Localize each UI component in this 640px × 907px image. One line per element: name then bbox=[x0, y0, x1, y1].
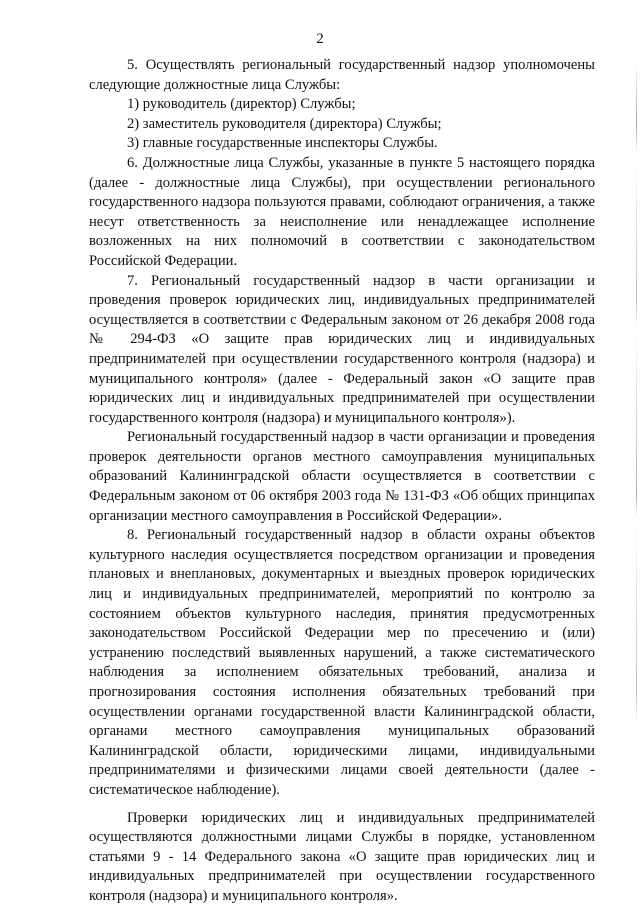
paragraph-inspections: Проверки юридических лиц и индивидуальных предпринимателей осуществляются должностными лицами Службы в порядке, установленном статьями 9 - 14 Федерального закона «О защите прав юридических лиц и индивидуальных предпринимателей при осуществлении государственного контроля (надзора) и муниципального контроля». bbox=[89, 809, 595, 904]
document-body bbox=[89, 56, 595, 907]
scan-edge-mark bbox=[636, 60, 637, 850]
page-number: 2 bbox=[316, 31, 324, 47]
paragraph-item-5: 5. Осуществлять региональный государственный надзор уполномочены следующие должностные лица Службы: bbox=[89, 57, 595, 93]
list-item-deputy: 2) заместитель руководителя (директора) Службы; bbox=[127, 115, 442, 132]
list-item-director: 1) руководитель (директор) Службы; bbox=[127, 96, 356, 113]
paragraph-item-7: 7. Региональный государственный надзор в части организации и проведения проверок юридических лиц, индивидуальных предпринимателей осуществляется в соответствии с Федеральным законом от 26 декабря 2008 года № 294-ФЗ «О защите прав юридических лиц и индивидуальных предпринимателей при осуществлении государственного контроля (надзора) и муниципального контроля» (далее - Федеральный закон «О защите прав юридических лиц и индивидуальных предпринимателей при осуществлении государственного контроля (надзора) и муниципального контроля»). bbox=[89, 272, 595, 426]
paragraph-item-8: 8. Региональный государственный надзор в области охраны объектов культурного наследия осуществляется посредством организации и проведения плановых и внеплановых, документарных и выездных проверок юридических лиц и индивидуальных предпринимателей, мероприятий по контролю за состоянием объектов культурного наследия, принятия предусмотренных законодательством Российской Федерации мер по пресечению и (или) устранению последствий выявленных нарушений, а также систематического наблюдения за исполнением обязательных требований, анализа и прогнозирования состояния исполнения обязательных требований при осуществлении органами государственной власти Калининградской области, органами местного самоуправления муниципальных образований Калининградской области, юридическими лицами, индивидуальными предпринимателями и физическими лицами своей деятельности (далее - систематическое наблюдение). bbox=[89, 527, 595, 798]
list-item-inspectors: 3) главные государственные инспекторы Службы. bbox=[127, 135, 438, 152]
paragraph-item-6: 6. Должностные лица Службы, указанные в пункте 5 настоящего порядка (далее - должностные лица Службы), при осуществлении регионального государственного надзора пользуются правами, соблюдают ограничения, а также несут ответственность за неисполнение или ненадлежащее исполнение возложенных на них полномочий в соответствии с законодательством Российской Федерации. bbox=[89, 154, 595, 269]
paragraph-municipal-supervision: Региональный государственный надзор в части организации и проведения проверок деятельности органов местного самоуправления муниципальных образований Калининградской области осуществляется в соответствии с Федеральным законом от 06 октября 2003 года № 131-ФЗ «Об общих принципах организации местного самоуправления в Российской Федерации». bbox=[89, 429, 595, 524]
